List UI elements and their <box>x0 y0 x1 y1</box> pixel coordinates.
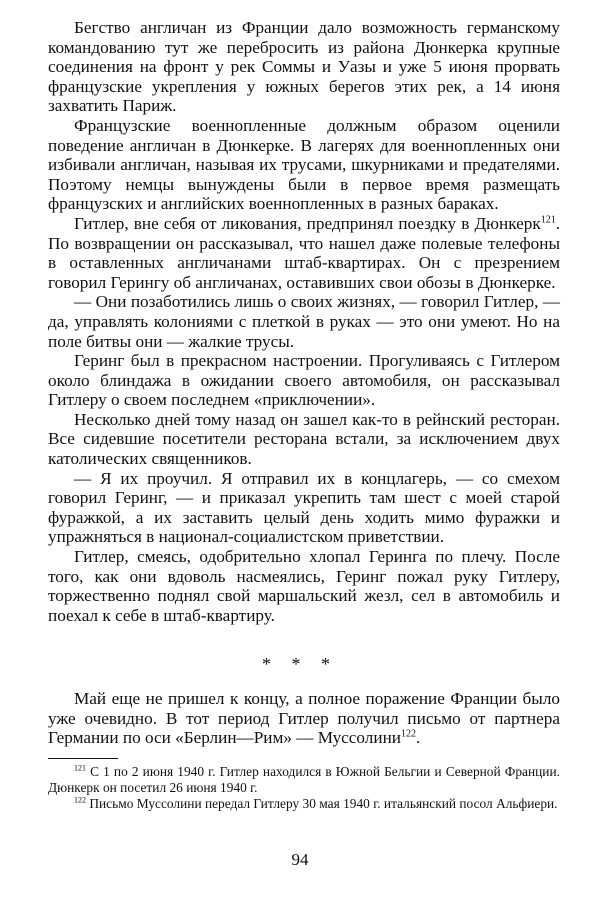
final-text <box>48 689 560 748</box>
paragraph: Несколько дней тому назад он зашел как-то в рейнский ресторан. Все сидевшие посетители ресторана встали, за исключением двух католических священников. <box>48 409 560 469</box>
footnote-ref-121: 121 <box>540 214 556 226</box>
paragraph: Геринг был в прекрасном настроении. Прогуливаясь с Гитлером около блиндажа в ожидании своего автомобиля, он рассказывал Гитлеру о своем последнем «приключении». <box>48 351 560 410</box>
paragraph: — Я их проучил. Я отправил их в концлагерь, — со смехом говорил Геринг, — и приказал укрепить там шест с моей старой фуражкой, а их заставить целый день ходить мимо фуражки и упражняться в национал-социалистском приветствии. <box>48 468 560 547</box>
main-text <box>48 18 560 625</box>
footnote-122: $^{122}$ Письмо Муссолини передал Гитлеру 30 мая 1940 г. итальянский посол Альфиери. <box>74 795 558 811</box>
paragraph: Бегство англичан из Франции дало возможность германскому командованию тут же перебросить из района Дюнкерка крупные соединения на фронт у рек Соммы и Уазы и уже 5 июня прорвать французские укрепления у южных берегов этих рек, а 14 июня захватить Париж. <box>48 18 560 116</box>
footnote-divider <box>48 758 118 759</box>
page-number: 94 <box>291 850 309 869</box>
paragraph: Май еще не пришел к концу, а полное поражение Франции было уже очевидно. В тот период Гитлер получил письмо от партнера Германии по оси «Берлин—Рим» — Муссолини$^{122}$. <box>48 689 560 748</box>
paragraph: Гитлер, вне себя от ликования, предпринял поездку в Дюнкерк$^{121}$. По возвращении он рассказывал, что нашел даже полевые телефоны в оставленных англичанами штаб-квартирах. Он с презрением говорил Герингу об англичанах, оставивших свои обозы в Дюнкерке. <box>48 213 560 292</box>
footnote-ref-122: 122 <box>400 728 416 740</box>
paragraph: Гитлер, смеясь, одобрительно хлопал Геринга по плечу. После того, как они вдоволь насмеялись, Геринг пожал руку Гитлеру, торжественно поднял свой маршальский жезл, сел в автомобиль и поехал к себе в штаб-квартиру. <box>48 547 560 625</box>
paragraph: Французские военнопленные должным образом оценили поведение англичан в Дюнкерке. В лагерях для военнопленных они избивали англичан, называя их трусами, шкурниками и предателями. Поэтому немцы вынуждены были в первое время размещать французских и английских военнопленных в разных бараках. <box>48 115 560 214</box>
footnote-121: $^{121}$ С 1 по 2 июня 1940 г. Гитлер находился в Южной Бельгии и Северной Франции. Дюнкерк он посетил 26 июня 1940 г. <box>48 763 560 795</box>
footnotes <box>48 764 560 812</box>
paragraph: — Они позаботились лишь о своих жизнях, — говорил Гитлер, — да, управлять колониями с плеткой в руках — это они умеют. Но на поле битвы они — жалкие трусы. <box>48 292 560 351</box>
section-separator: * * * <box>262 654 338 674</box>
